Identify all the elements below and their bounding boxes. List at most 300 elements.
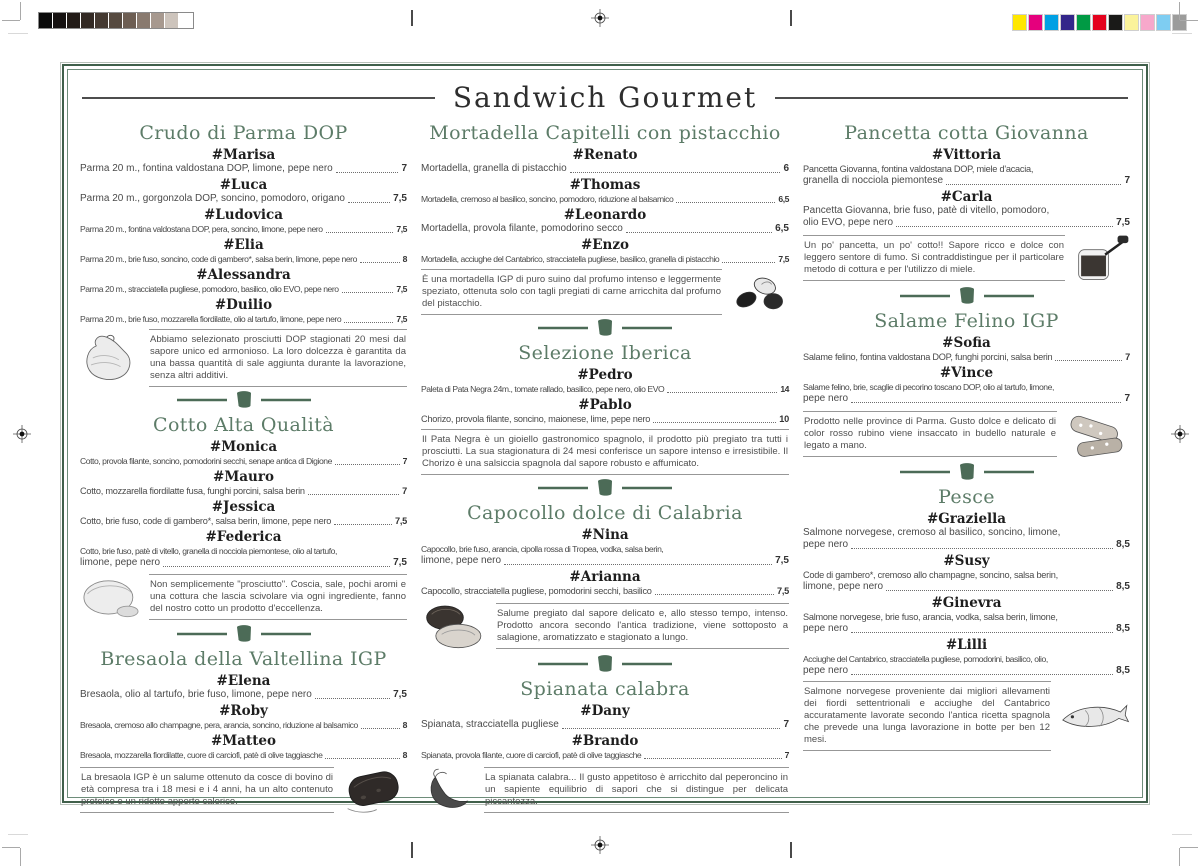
item-price: 10 xyxy=(779,414,789,424)
item-price: 7 xyxy=(783,719,789,730)
item-name: #Enzo xyxy=(580,237,630,253)
menu-section xyxy=(421,341,789,475)
menu-section xyxy=(803,309,1130,459)
item-description xyxy=(80,253,407,265)
section-heading: Selezione Iberica xyxy=(518,342,692,364)
item-description-line xyxy=(803,217,1130,229)
section-divider xyxy=(421,478,789,498)
menu-item xyxy=(80,147,407,175)
item-price: 8,5 xyxy=(1116,665,1130,676)
item-description-line xyxy=(421,413,789,425)
item-price: 7,5 xyxy=(1116,217,1130,228)
title-rule-left xyxy=(82,97,435,99)
section-divider xyxy=(421,318,789,338)
fish-illustration xyxy=(1058,696,1130,736)
item-description-line xyxy=(80,455,407,467)
item-description-text: Mortadella, granella di pistacchio xyxy=(421,163,567,174)
section-heading: Cotto Alta Qualità xyxy=(153,414,334,436)
note-text: La spianata calabra... Il gusto appetitoso è arricchito dal peperoncino in un sapiente equilibrio di sapori che si distingue per delicata piccantezza. xyxy=(484,767,789,813)
dot-leader xyxy=(886,590,1113,591)
grayscale-swatch xyxy=(67,13,80,28)
item-price: 7,5 xyxy=(393,193,407,204)
item-name: #Carla xyxy=(940,189,993,205)
item-description xyxy=(421,253,789,265)
menu-item xyxy=(80,673,407,701)
item-description xyxy=(80,223,407,235)
registration-mark xyxy=(13,425,31,443)
color-swatch xyxy=(1124,14,1139,31)
item-description-line xyxy=(421,223,789,235)
item-description xyxy=(80,545,407,569)
menu-item xyxy=(421,703,789,731)
menu-section xyxy=(421,121,789,315)
section-heading: Pesce xyxy=(938,486,995,508)
item-description-line xyxy=(421,193,789,205)
item-price: 7,5 xyxy=(776,586,789,596)
color-swatch xyxy=(1156,14,1171,31)
item-description-text: pepe nero xyxy=(803,539,849,550)
item-description xyxy=(421,585,789,597)
item-description-line: Capocollo, brie fuso, arancia, cipolla rossa di Tropea, vodka, salsa berin, xyxy=(421,544,664,554)
item-description-line xyxy=(80,253,407,265)
section-divider xyxy=(80,624,407,644)
honey-jar-illustration xyxy=(1072,233,1130,283)
section-heading: Pancetta cotta Giovanna xyxy=(844,122,1089,144)
item-price: 7,5 xyxy=(775,555,789,566)
menu-item xyxy=(80,207,407,235)
section-heading: Crudo di Parma DOP xyxy=(139,122,348,144)
section-note xyxy=(421,765,789,815)
item-price: 7,5 xyxy=(394,516,407,526)
crop-mark xyxy=(1179,848,1180,866)
section-divider xyxy=(421,654,789,674)
item-description-text: Paleta di Pata Negra 24m., tomate rallado, basilico, pepe nero, olio EVO xyxy=(421,384,665,394)
item-name: #Pablo xyxy=(578,397,632,413)
item-price: 6,5 xyxy=(775,223,789,234)
dot-leader xyxy=(335,464,400,465)
section-note xyxy=(80,329,407,387)
grayscale-swatch xyxy=(179,13,192,28)
section-heading: Salame Felino IGP xyxy=(874,310,1059,332)
item-price: 8 xyxy=(402,750,407,760)
item-description-text: limone, pepe nero xyxy=(803,581,884,592)
item-name: #Pedro xyxy=(577,367,633,383)
dot-leader xyxy=(361,728,400,729)
dot-leader xyxy=(315,698,390,699)
item-price: 8 xyxy=(402,720,407,730)
item-description xyxy=(803,653,1130,677)
item-description-line xyxy=(803,623,1130,635)
item-description-text: Bresaola, mozzarella fiordilatte, cuore di carciofi, patè di olive taggiasche xyxy=(80,750,323,760)
menu-item xyxy=(80,267,407,295)
item-description-text: Parma 20 m., stracciatella pugliese, pomodoro, basilico, olio EVO, pepe nero xyxy=(80,284,339,294)
chili-illustration xyxy=(421,765,477,815)
menu-section xyxy=(80,413,407,621)
item-name: #Marisa xyxy=(211,147,276,163)
item-price: 7 xyxy=(1124,393,1130,404)
section-heading: Mortadella Capitelli con pistacchio xyxy=(429,122,781,144)
item-description-line: Cotto, brie fuso, patè di vitello, granella di nocciola piemontese, olio al tartufo, xyxy=(80,546,337,556)
menu-item xyxy=(421,569,789,597)
grayscale-swatch xyxy=(53,13,66,28)
cotto-illustration xyxy=(80,573,142,621)
item-name: #Susy xyxy=(943,553,990,569)
item-description-line xyxy=(80,749,407,761)
menu-item xyxy=(421,367,789,395)
color-swatch xyxy=(1076,14,1091,31)
dot-leader xyxy=(667,392,777,393)
menu-section xyxy=(803,485,1130,751)
item-name: #Arianna xyxy=(569,569,641,585)
note-text: Non semplicemente "prosciutto". Coscia, sale, pochi aromi e una cottura che lascia scivolare via ogni ingrediente, fanno del nostro cotto un prodotto d'eccellenza. xyxy=(149,574,407,620)
menu-item xyxy=(421,207,789,235)
item-description-text: Mortadella, acciughe del Cantabrico, stracciatella pugliese, basilico, granella di pistacchio xyxy=(421,254,720,264)
menu-item xyxy=(803,511,1130,551)
item-price: 7 xyxy=(1125,352,1130,362)
item-description-text: pepe nero xyxy=(803,393,849,404)
item-description xyxy=(80,515,407,527)
prosciutto-illustration xyxy=(80,332,142,384)
menu-item xyxy=(80,733,407,761)
dot-leader xyxy=(570,172,781,173)
item-name: #Sofia xyxy=(942,335,991,351)
item-description-line xyxy=(80,163,407,175)
item-description-text: Mortadella, cremoso al basilico, soncino, pomodoro, riduzione al balsamico xyxy=(421,194,674,204)
dot-leader xyxy=(504,564,772,565)
item-name: #Roby xyxy=(219,703,268,719)
menu-item xyxy=(80,499,407,527)
dot-leader xyxy=(308,494,399,495)
item-name: #Renato xyxy=(572,147,638,163)
item-description-text: Parma 20 m., fontina valdostana DOP, pera, soncino, limone, pepe nero xyxy=(80,224,323,234)
item-price: 14 xyxy=(780,384,789,394)
item-description-text: Bresaola, olio al tartufo, brie fuso, limone, pepe nero xyxy=(80,689,312,700)
grayscale-swatch xyxy=(151,13,164,28)
dot-leader xyxy=(653,422,776,423)
item-description xyxy=(80,485,407,497)
item-description-text: Spianata, provola filante, cuore di carciofi, patè di olive taggiasche xyxy=(421,750,642,760)
grayscale-swatch xyxy=(81,13,94,28)
item-name: #Brando xyxy=(571,733,639,749)
item-description-text: Chorizo, provola filante, soncino, maionese, lime, pepe nero xyxy=(421,414,651,424)
item-description-line: Code di gambero*, cremoso allo champagne, soncino, salsa berin, xyxy=(803,570,1058,580)
menu-columns xyxy=(78,114,1132,816)
cork-divider-icon xyxy=(169,390,319,410)
section-heading: Spianata calabra xyxy=(520,678,690,700)
cork-divider-icon xyxy=(892,286,1042,306)
item-description-text: Parma 20 m., brie fuso, soncino, code di gambero*, salsa berin, limone, pepe nero xyxy=(80,254,357,264)
item-name: #Duilio xyxy=(214,297,273,313)
dot-leader xyxy=(655,594,774,595)
section-note xyxy=(421,269,789,315)
item-name: #Vince xyxy=(939,365,994,381)
item-description xyxy=(421,719,789,731)
dot-leader xyxy=(334,524,392,525)
note-text: Un po' pancetta, un po' cotto!! Sapore ricco e dolce con leggero sentore di fumo. Si contraddistingue per il particolare metodo di cottura e per l'utilizzo di miele. xyxy=(803,235,1065,281)
cork-divider-icon xyxy=(530,654,680,674)
item-name: #Matteo xyxy=(210,733,277,749)
item-price: 8 xyxy=(402,254,407,264)
menu-item xyxy=(80,469,407,497)
menu-item xyxy=(803,553,1130,593)
menu-item xyxy=(803,595,1130,635)
dot-leader xyxy=(644,758,781,759)
crop-mark xyxy=(2,847,20,848)
menu-item xyxy=(421,527,789,567)
item-price: 7 xyxy=(402,486,407,496)
crop-mark xyxy=(1172,33,1192,34)
item-description-text: Parma 20 m., gorgonzola DOP, soncino, pomodoro, origano xyxy=(80,193,345,204)
item-price: 6 xyxy=(783,163,789,174)
item-description xyxy=(803,527,1130,551)
menu-item xyxy=(421,147,789,175)
menu-section xyxy=(421,677,789,815)
menu-item xyxy=(80,703,407,731)
item-price: 7,5 xyxy=(396,224,407,234)
item-description xyxy=(80,193,407,205)
item-description xyxy=(421,193,789,205)
item-price: 7 xyxy=(401,163,407,174)
item-description xyxy=(803,611,1130,635)
dot-leader xyxy=(325,758,399,759)
menu-item xyxy=(803,335,1130,363)
item-price: 7,5 xyxy=(393,689,407,700)
cut-tick xyxy=(411,10,413,26)
item-description xyxy=(80,163,407,175)
section-note xyxy=(803,681,1130,751)
item-description-line: Salame felino, brie, scaglie di pecorino toscano DOP, olio al tartufo, limone, xyxy=(803,382,1054,392)
registration-mark xyxy=(1171,425,1189,443)
bresaola-illustration xyxy=(341,765,407,815)
crop-mark xyxy=(20,848,21,866)
note-text: La bresaola IGP è un salume ottenuto da cosce di bovino di età compresa tra i 18 mesi e i 4 anni, ha un alto contenuto proteico e un ridotto apporto calorico. xyxy=(80,767,334,813)
section-divider xyxy=(803,286,1130,306)
item-description-line: Acciughe del Cantabrico, stracciatella pugliese, pomodorini, basilico, olio, xyxy=(803,654,1048,664)
grayscale-swatch xyxy=(137,13,150,28)
item-description xyxy=(421,163,789,175)
grayscale-swatch xyxy=(95,13,108,28)
menu-item xyxy=(421,733,789,761)
menu-item xyxy=(421,177,789,205)
item-description-line xyxy=(803,351,1130,363)
item-description-text: Mortadella, provola filante, pomodorino secco xyxy=(421,223,623,234)
note-text: Salmone norvegese proveniente dai migliori allevamenti dei fiordi settentrionali e acciughe del Cantabrico accuratamente lavorate secondo l'antica ricetta spagnola che prevede una lunga lavorazione in botte per ben 12 mesi. xyxy=(803,681,1051,751)
capocollo-illustration xyxy=(421,601,489,651)
menu-column-right xyxy=(803,118,1130,816)
item-description-line xyxy=(421,555,789,567)
item-description-text: Capocollo, stracciatella pugliese, pomodorini secchi, basilico xyxy=(421,586,652,596)
item-price: 7,5 xyxy=(396,314,407,324)
item-description-text: granella di nocciola piemontese xyxy=(803,175,944,186)
dot-leader xyxy=(344,322,393,323)
item-description xyxy=(80,313,407,325)
cork-divider-icon xyxy=(892,462,1042,482)
section-note xyxy=(803,233,1130,283)
item-description-line xyxy=(421,585,789,597)
item-name: #Mauro xyxy=(213,469,274,485)
cut-tick xyxy=(790,842,792,858)
color-calibration-bar xyxy=(1012,14,1188,31)
item-price: 8,5 xyxy=(1116,623,1130,634)
page-inner-border xyxy=(67,69,1143,807)
dot-leader xyxy=(676,202,775,203)
item-name: #Jessica xyxy=(211,499,276,515)
item-description xyxy=(80,719,407,731)
item-description-line xyxy=(80,283,407,295)
item-description-text: olio EVO, pepe nero xyxy=(803,217,894,228)
menu-item xyxy=(80,177,407,205)
cut-tick xyxy=(790,10,792,26)
page-outer-border xyxy=(62,64,1148,807)
dot-leader xyxy=(336,172,399,173)
item-description xyxy=(421,223,789,235)
item-name: #Monica xyxy=(209,439,278,455)
item-description-line xyxy=(803,539,1130,551)
item-name: #Dany xyxy=(580,703,630,719)
section-divider xyxy=(80,390,407,410)
crop-mark xyxy=(20,2,21,20)
menu-item xyxy=(80,529,407,569)
item-description-line xyxy=(80,313,407,325)
note-text: Prodotto nelle province di Parma. Gusto dolce e delicato di color rosso rubino viene insaccato in budello naturale e legato a mano. xyxy=(803,411,1057,457)
item-description-line xyxy=(803,175,1130,187)
menu-item xyxy=(80,237,407,265)
item-description xyxy=(421,543,789,567)
item-description-text: Cotto, mozzarella fiordilatte fusa, funghi porcini, salsa berin xyxy=(80,486,305,496)
color-swatch xyxy=(1028,14,1043,31)
dot-leader xyxy=(722,262,775,263)
cut-tick xyxy=(411,842,413,858)
note-text: Abbiamo selezionato prosciutti DOP stagionati 20 mesi dal sapore unico ed armonioso. La loro dolcezza è garantita da una bassa quantità di sale aggiunta durante la lavorazione, senza altri additivi. xyxy=(149,329,407,387)
color-swatch xyxy=(1012,14,1027,31)
grayscale-swatch xyxy=(165,13,178,28)
crop-mark xyxy=(1172,834,1192,835)
crop-mark xyxy=(2,20,20,21)
item-description xyxy=(421,413,789,425)
cork-divider-icon xyxy=(530,318,680,338)
section-divider xyxy=(803,462,1130,482)
dot-leader xyxy=(851,674,1113,675)
dot-leader xyxy=(851,402,1121,403)
item-name: #Luca xyxy=(219,177,268,193)
item-description-line xyxy=(803,665,1130,677)
item-description-line: Pancetta Giovanna, brie fuso, patè di vitello, pomodoro, xyxy=(803,205,1050,216)
grayscale-swatch xyxy=(123,13,136,28)
registration-mark xyxy=(591,836,609,854)
item-price: 7,5 xyxy=(396,284,407,294)
dot-leader xyxy=(896,226,1113,227)
item-description-text: Parma 20 m., fontina valdostana DOP, limone, pepe nero xyxy=(80,163,333,174)
dot-leader xyxy=(946,184,1121,185)
item-description-line xyxy=(421,383,789,395)
dot-leader xyxy=(163,566,390,567)
item-description-text: Salame felino, fontina valdostana DOP, funghi porcini, salsa berin xyxy=(803,352,1053,362)
item-price: 8,5 xyxy=(1116,539,1130,550)
menu-item xyxy=(803,189,1130,229)
item-name: #Elena xyxy=(216,673,271,689)
dot-leader xyxy=(562,728,781,729)
item-name: #Vittoria xyxy=(931,147,1002,163)
section-heading: Capocollo dolce di Calabria xyxy=(467,502,743,524)
item-description-text: Bresaola, cremoso allo champagne, pera, arancia, soncino, riduzione al balsamico xyxy=(80,720,358,730)
color-swatch xyxy=(1140,14,1155,31)
note-text: Salume pregiato dal sapore delicato e, allo stesso tempo, intenso. Prodotto ancora secondo l'antica tradizione, viene sottoposto a salagione, aromatizzato e stagionato a lungo. xyxy=(496,603,789,649)
item-price: 7 xyxy=(784,750,789,760)
menu-page xyxy=(60,62,1150,805)
item-description xyxy=(80,455,407,467)
menu-section xyxy=(80,647,407,815)
grayscale-calibration-bar xyxy=(38,12,194,29)
item-description xyxy=(421,383,789,395)
item-description-line xyxy=(803,393,1130,405)
item-description xyxy=(80,689,407,701)
item-description-text: pepe nero xyxy=(803,623,849,634)
color-swatch xyxy=(1108,14,1123,31)
section-note xyxy=(421,429,789,475)
crop-mark xyxy=(8,33,28,34)
menu-column-left xyxy=(80,118,407,816)
item-description-text: limone, pepe nero xyxy=(80,557,161,568)
item-description-line: Salmone norvegese, brie fuso, arancia, vodka, salsa berin, limone, xyxy=(803,612,1058,622)
item-description-line xyxy=(80,719,407,731)
item-description-line xyxy=(80,193,407,205)
item-description xyxy=(421,749,789,761)
color-swatch xyxy=(1044,14,1059,31)
item-description-line xyxy=(80,515,407,527)
item-name: #Lilli xyxy=(945,637,988,653)
item-description-text: Cotto, brie fuso, code di gambero*, salsa berin, limone, pepe nero xyxy=(80,516,332,526)
dot-leader xyxy=(348,202,390,203)
cork-divider-icon xyxy=(169,624,319,644)
item-name: #Ludovica xyxy=(203,207,283,223)
note-text: È una mortadella IGP di puro suino dal profumo intenso e leggermente speziato, ottenuta solo con tagli pregiati di carne arricchita dal profumo del pistacchio. xyxy=(421,269,722,315)
item-name: #Leonardo xyxy=(563,207,647,223)
item-price: 7,5 xyxy=(393,557,407,568)
item-description xyxy=(80,749,407,761)
crop-mark xyxy=(1179,2,1180,20)
item-description xyxy=(803,381,1130,405)
section-note xyxy=(421,601,789,651)
item-description-line xyxy=(421,749,789,761)
item-description-text: Cotto, provola filante, soncino, pomodorini secchi, senape antica di Digione xyxy=(80,456,332,466)
item-description-text: limone, pepe nero xyxy=(421,555,502,566)
note-text: Il Pata Negra è un gioiello gastronomico spagnolo, il prodotto più pregiato tra tutti i prosciutti. La sua stagionatura di 24 mesi conferisce un sapore intenso e irresistibile. Il Chorizo è una salsiccia spagnola dal sapore robusto e affumicato. xyxy=(421,429,789,475)
item-description xyxy=(803,569,1130,593)
item-price: 7,5 xyxy=(778,254,789,264)
menu-item xyxy=(80,439,407,467)
title-rule-right xyxy=(775,97,1128,99)
menu-item xyxy=(421,397,789,425)
item-description-line xyxy=(80,485,407,497)
item-description-line xyxy=(80,689,407,701)
menu-item xyxy=(80,297,407,325)
item-description-line xyxy=(421,253,789,265)
menu-title-row xyxy=(82,82,1128,114)
item-name: #Alessandra xyxy=(196,267,291,283)
menu-item xyxy=(803,147,1130,187)
item-description-line: Salmone norvegese, cremoso al basilico, soncino, limone, xyxy=(803,527,1061,538)
dot-leader xyxy=(626,232,772,233)
menu-column-center xyxy=(421,118,789,816)
item-description-line xyxy=(80,223,407,235)
section-note xyxy=(80,573,407,621)
menu-section xyxy=(421,501,789,651)
item-description-line xyxy=(80,557,407,569)
item-name: #Nina xyxy=(581,527,629,543)
section-note xyxy=(80,765,407,815)
menu-section xyxy=(803,121,1130,283)
item-name: #Ginevra xyxy=(931,595,1002,611)
